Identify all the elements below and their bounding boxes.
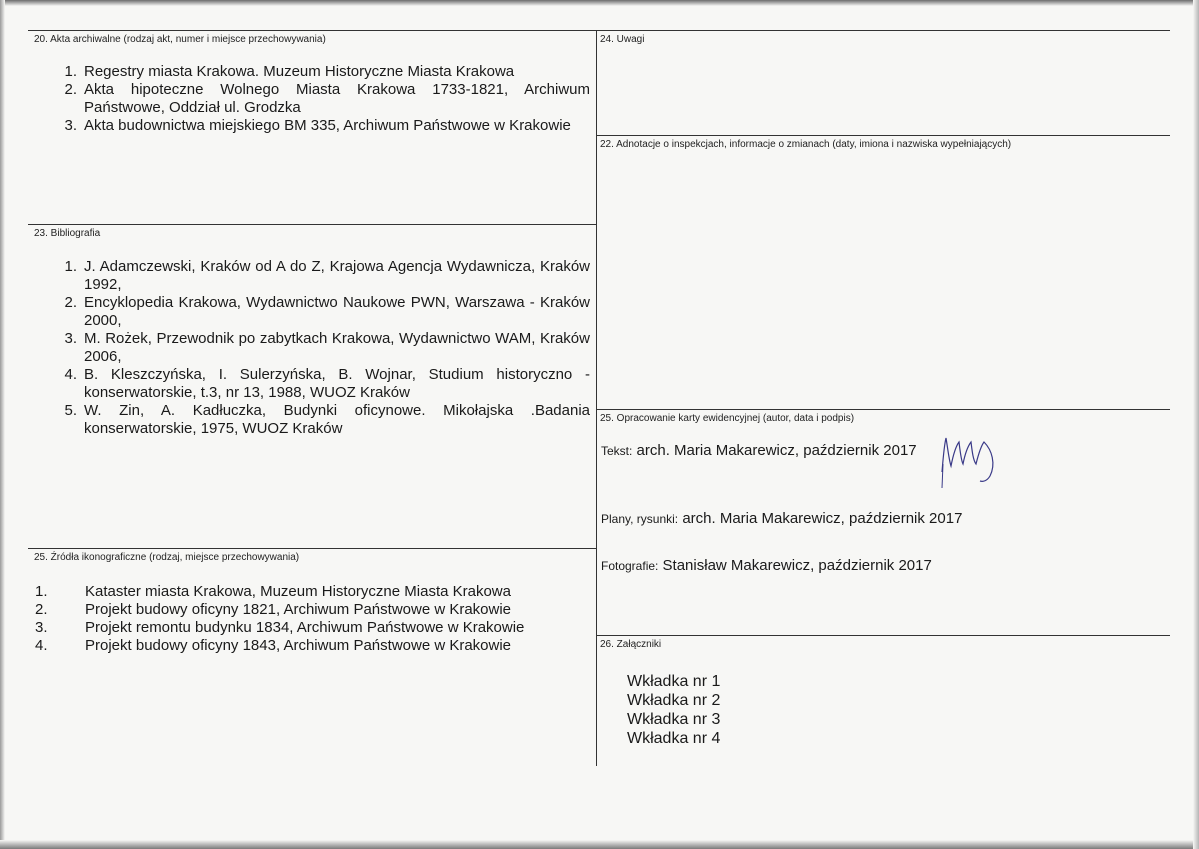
scan-edge bbox=[0, 0, 5, 849]
list-item bbox=[57, 294, 590, 330]
item-number: 4. bbox=[35, 637, 48, 654]
section-heading: 20. Akta archiwalne (rodzaj akt, numer i miejsce przechowywania) bbox=[34, 34, 326, 45]
list-item bbox=[57, 63, 590, 81]
plans-author-value: arch. Maria Makarewicz, październik 2017 bbox=[682, 510, 963, 527]
attachment-item: Wkładka nr 2 bbox=[627, 692, 721, 709]
item-text: Projekt budowy oficyny 1821, Archiwum Państwowe w Krakowie bbox=[85, 601, 512, 618]
form-column-divider bbox=[596, 30, 597, 766]
iconographic-sources-list bbox=[35, 583, 590, 655]
section-heading: 24. Uwagi bbox=[600, 34, 645, 45]
form-top-border bbox=[28, 30, 1170, 31]
item-text: M. Rożek, Przewodnik po zabytkach Krakowa, Wydawnictwo WAM, Kraków 2006, bbox=[84, 330, 590, 365]
text-author-key: Tekst: bbox=[601, 444, 633, 458]
section-divider bbox=[28, 548, 596, 549]
list-item bbox=[57, 366, 590, 402]
item-text: Akta budownictwa miejskiego BM 335, Archiwum Państwowe w Krakowie bbox=[84, 117, 571, 134]
plans-author-key: Plany, rysunki: bbox=[601, 512, 679, 526]
section-divider bbox=[28, 224, 596, 225]
item-number: 4. bbox=[64, 366, 77, 383]
item-text: Regestry miasta Krakowa. Muzeum Historyczne Miasta Krakowa bbox=[84, 63, 515, 80]
item-number: 2. bbox=[35, 601, 48, 618]
item-text: Encyklopedia Krakowa, Wydawnictwo Naukowe PWN, Warszawa - Kraków 2000, bbox=[84, 294, 590, 329]
item-text: W. Zin, A. Kadłuczka, Budynki oficynowe. Mikołajska .Badania konserwatorskie, 1975, WUOZ Kraków bbox=[84, 402, 590, 437]
list-item bbox=[57, 81, 590, 117]
list-item bbox=[57, 117, 590, 135]
section-heading: 25. Opracowanie karty ewidencyjnej (autor, data i podpis) bbox=[600, 413, 855, 424]
item-text: B. Kleszczyńska, I. Sulerzyńska, B. Wojnar, Studium historyczno - konserwatorskie, t.3, nr 13, 1988, WUOZ Kraków bbox=[84, 366, 590, 401]
item-number: 5. bbox=[64, 402, 77, 419]
list-item bbox=[35, 619, 590, 637]
scan-edge bbox=[0, 0, 1199, 6]
list-item bbox=[57, 330, 590, 366]
item-number: 1. bbox=[35, 583, 48, 600]
item-text: J. Adamczewski, Kraków od A do Z, Krajowa Agencja Wydawnicza, Kraków 1992, bbox=[84, 258, 590, 293]
list-item bbox=[57, 258, 590, 294]
scan-edge bbox=[1193, 0, 1199, 849]
section-divider bbox=[596, 409, 1170, 410]
attachment-item: Wkładka nr 1 bbox=[627, 673, 721, 690]
author-signature bbox=[936, 430, 1006, 492]
item-number: 3. bbox=[64, 330, 77, 347]
list-item bbox=[35, 583, 590, 601]
item-text: Kataster miasta Krakowa, Muzeum Historyczne Miasta Krakowa bbox=[85, 583, 511, 600]
section-heading: 25. Źródła ikonograficzne (rodzaj, miejsce przechowywania) bbox=[34, 552, 300, 563]
list-item bbox=[35, 637, 590, 655]
item-text: Projekt remontu budynku 1834, Archiwum Państwowe w Krakowie bbox=[85, 619, 525, 636]
item-number: 3. bbox=[64, 117, 77, 134]
item-number: 1. bbox=[64, 63, 77, 80]
attachments-list bbox=[627, 672, 720, 748]
section-heading: 22. Adnotacje o inspekcjach, informacje o zmianach (daty, imiona i nazwiska wypełniających) bbox=[600, 139, 1012, 150]
scan-edge bbox=[0, 840, 1199, 849]
bibliography-list bbox=[57, 258, 590, 438]
item-number: 2. bbox=[64, 81, 77, 98]
list-item bbox=[35, 601, 590, 619]
section-divider bbox=[596, 635, 1170, 636]
section-heading: 26. Załączniki bbox=[600, 639, 662, 650]
item-text: Projekt budowy oficyny 1843, Archiwum Państwowe w Krakowie bbox=[85, 637, 512, 654]
section-heading: 23. Bibliografia bbox=[34, 228, 101, 239]
list-item bbox=[57, 402, 590, 438]
plans-author bbox=[601, 510, 962, 527]
text-author-value: arch. Maria Makarewicz, październik 2017 bbox=[636, 442, 917, 459]
attachment-item: Wkładka nr 3 bbox=[627, 711, 721, 728]
photos-author-value: Stanisław Makarewicz, październik 2017 bbox=[662, 557, 932, 574]
section-divider bbox=[596, 135, 1170, 136]
attachment-item: Wkładka nr 4 bbox=[627, 730, 721, 747]
photos-author-key: Fotografie: bbox=[601, 559, 659, 573]
item-number: 1. bbox=[64, 258, 77, 275]
text-author bbox=[601, 442, 917, 459]
item-number: 2. bbox=[64, 294, 77, 311]
item-number: 3. bbox=[35, 619, 48, 636]
photos-author bbox=[601, 557, 932, 574]
item-text: Akta hipoteczne Wolnego Miasta Krakowa 1733-1821, Archiwum Państwowe, Oddział ul. Grodzka bbox=[84, 81, 590, 116]
archival-records-list bbox=[57, 63, 590, 135]
